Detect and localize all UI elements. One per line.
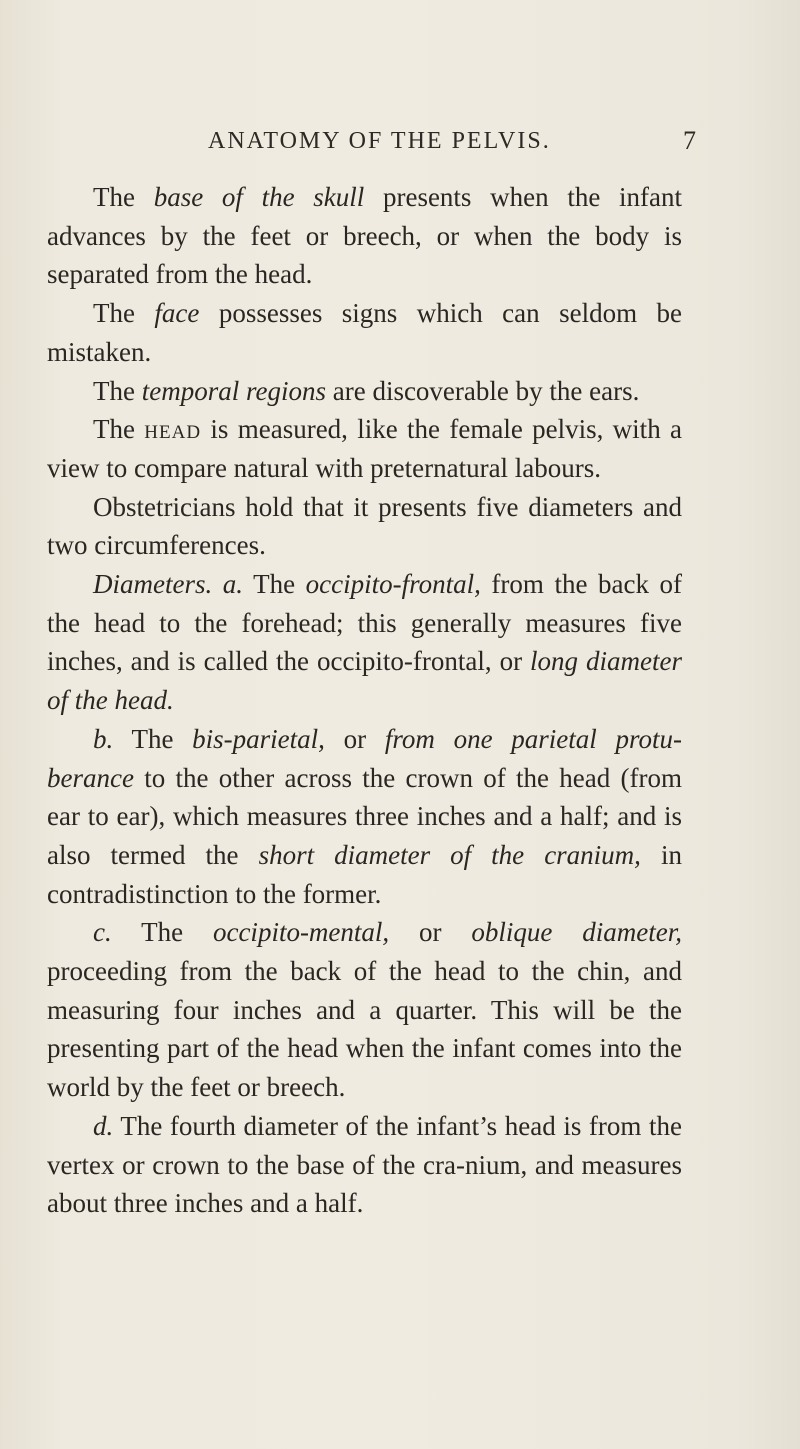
running-title: ANATOMY OF THE PELVIS. — [208, 128, 551, 154]
section-label: Diameters. — [93, 569, 213, 600]
emphasis: temporal regions — [141, 375, 326, 406]
paragraph-temporal-regions: The temporal regions are discoverable by the ears. — [93, 375, 640, 406]
emphasis: bis-parietal, — [192, 723, 325, 754]
paragraph-diameter-a: Diameters. a. The occipito-frontal, from the back of the head to the forehead; this generally measures five inches, and is called the occipito-frontal, or long diameter of the head. — [47, 569, 682, 716]
emphasis: oblique diameter, — [471, 917, 682, 948]
paragraph-face: The face possesses signs which can seldom be mistaken. — [47, 298, 682, 367]
paragraph-head-measured: The head is measured, like the female pelvis, with a view to compare natural with preternatural labours. — [47, 414, 682, 483]
emphasis: occipito-mental, — [212, 917, 390, 948]
item-letter: d. — [93, 1110, 114, 1141]
emphasis: short diameter of the cranium, — [258, 839, 641, 870]
paragraph-base-of-skull: The base of the skull presents when the infant advances by the feet or breech, or when the body is separated from the head. — [47, 182, 682, 290]
running-head — [208, 128, 698, 168]
emphasis: base of the skull — [153, 182, 365, 212]
emphasis: occipito-frontal, — [305, 569, 481, 600]
item-letter: a. — [222, 569, 244, 600]
paragraph-obstetricians: Obstetricians hold that it presents five diameters and two circumferences. — [47, 491, 682, 561]
item-letter: c. — [93, 917, 112, 948]
emphasis: face — [154, 298, 200, 329]
emphasis: from one parietal protu-berance — [47, 723, 682, 793]
paragraph-diameter-d: d. The fourth diameter of the infant’s head is from the vertex or crown to the base of the cra-nium, and measures about three inches and a half. — [47, 1110, 682, 1219]
item-letter: b. — [93, 723, 114, 754]
page-number: 7 — [683, 126, 698, 155]
paragraph-diameter-c: c. The occipito-mental, or oblique diameter, proceeding from the back of the head to the chin, and measuring four inches and a quarter. This will be the presenting part of the head when the infant comes into the world by the feet or breech. — [47, 917, 682, 1103]
paragraph-diameter-b: b. The bis-parietal, or from one parietal protu-berance to the other across the crown of the head (from ear to ear), which measures three inches and a half; and is also termed the short diameter of the cranium, in contradistinction to the former. — [47, 723, 682, 909]
body-text — [47, 178, 682, 1223]
emphasis: long diameter of the head. — [47, 646, 682, 716]
small-caps-term: head — [144, 414, 202, 445]
